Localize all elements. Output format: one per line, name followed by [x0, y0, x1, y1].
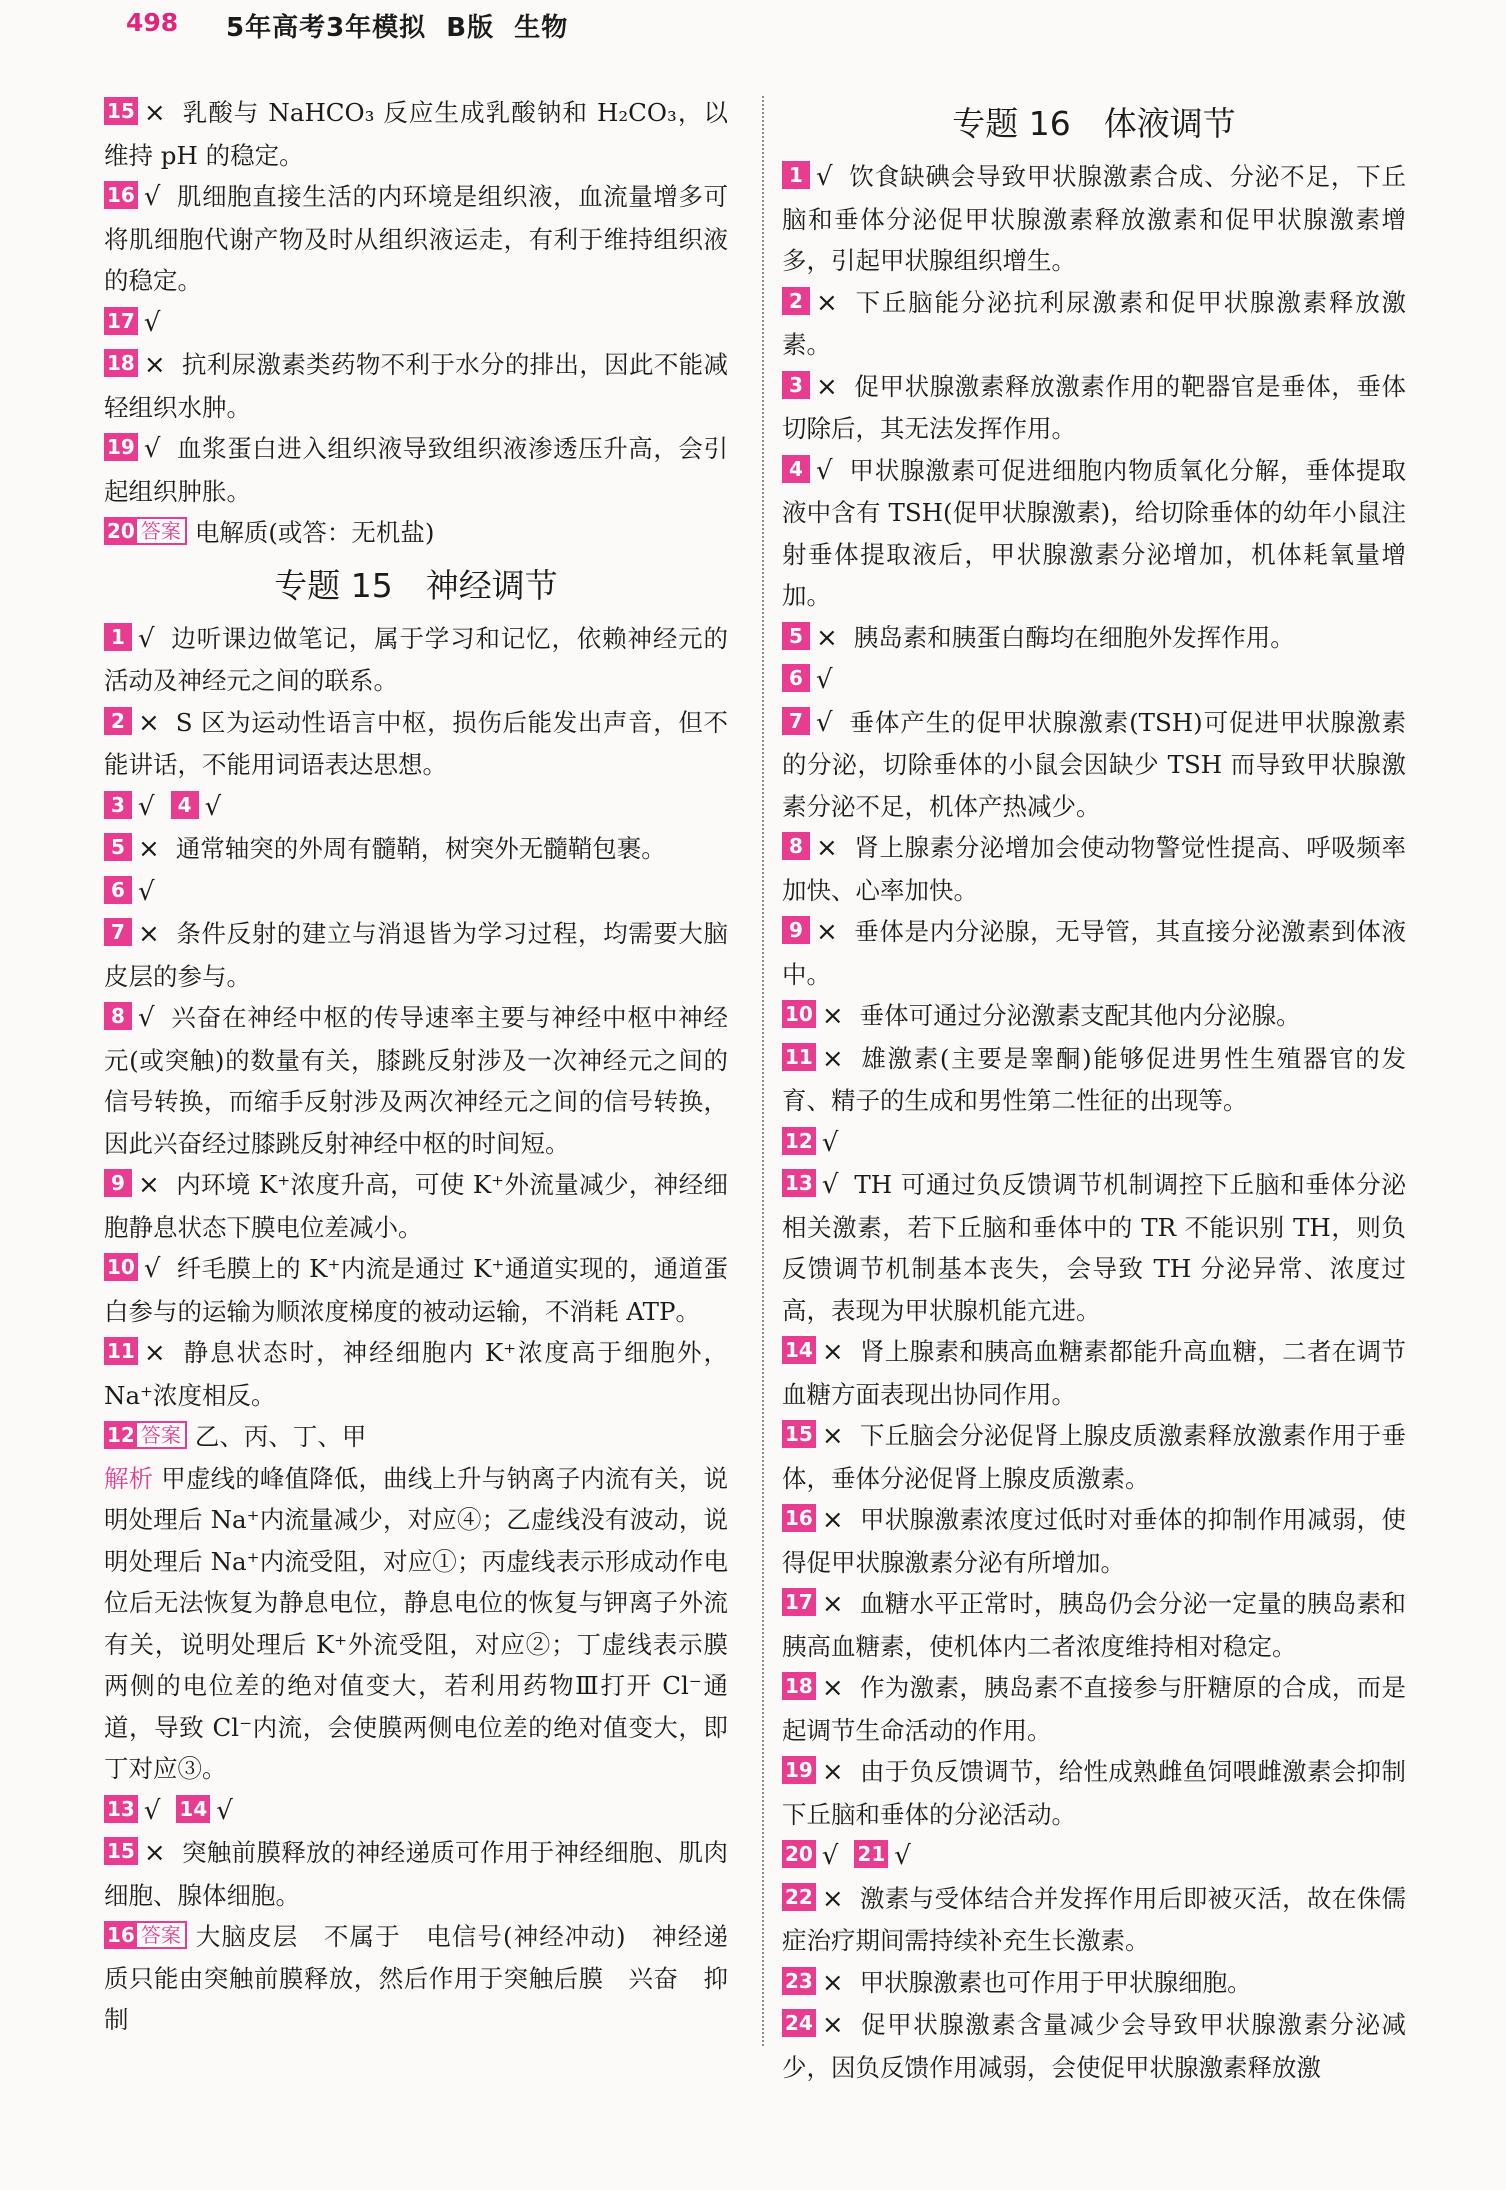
answer-mark: ×	[143, 98, 166, 128]
answer-item	[104, 428, 728, 512]
section-title: 专题 16 体液调节	[952, 104, 1236, 143]
item-number: 8	[104, 1002, 132, 1030]
item-number: 1	[782, 161, 810, 189]
item-number: 21	[854, 1840, 888, 1868]
item-number: 8	[782, 832, 810, 860]
item-number: 9	[782, 916, 810, 944]
explanation: 电解质(或答：无机盐)	[194, 518, 435, 547]
answer-mark: ×	[821, 1001, 844, 1031]
answer-item	[104, 176, 728, 302]
page-header	[0, 0, 1506, 56]
item-number: 20	[782, 1840, 816, 1868]
answer-item	[104, 1248, 728, 1332]
explanation: 甲状腺激素浓度过低时对垂体的抑制作用减弱，使得促甲状腺激素分泌有所增加。	[782, 1505, 1406, 1577]
answer-item	[782, 1878, 1406, 1962]
answer-item	[782, 450, 1406, 617]
item-number: 11	[104, 1337, 138, 1365]
explanation: 激素与受体结合并发挥作用后即被灭活，故在侏儒症治疗期间需持续补充生长激素。	[782, 1883, 1406, 1955]
answer-item	[104, 1332, 728, 1416]
explanation: 垂体是内分泌腺，无导管，其直接分泌激素到体液中。	[782, 917, 1406, 989]
answer-mark: ×	[821, 2010, 844, 2040]
answer-item	[782, 617, 1406, 660]
answer-mark: ×	[821, 1967, 844, 1998]
explanation: 甲状腺激素也可作用于甲状腺细胞。	[859, 1967, 1252, 1997]
item-number: 3	[782, 371, 810, 399]
explanation: 纤毛膜上的 K⁺内流是通过 K⁺通道实现的，通道蛋白参与的运输为顺浓度梯度的被动运输，不消耗 ATP。	[104, 1254, 728, 1326]
answer-mark: √	[143, 182, 161, 212]
answer-item	[782, 1835, 1406, 1878]
explanation: 乳酸与 NaHCO₃ 反应生成乳酸钠和 H₂CO₃，以维持 pH 的稳定。	[104, 98, 728, 170]
item-number: 5	[104, 833, 132, 861]
item-number: 15	[104, 97, 138, 125]
answer-mark: √	[816, 162, 833, 192]
explanation: 边听课边做笔记，属于学习和记忆，依赖神经元的活动及神经元之间的联系。	[104, 623, 728, 695]
answer-tag: 答案	[135, 1421, 187, 1449]
explanation: 内环境 K⁺浓度升高，可使 K⁺外流量减少，神经细胞静息状态下膜电位差减小。	[104, 1170, 728, 1242]
answer-mark: ×	[821, 1043, 844, 1074]
answer-mark: √	[143, 307, 161, 338]
right-column	[782, 92, 1406, 2088]
answer-mark: ×	[816, 287, 838, 318]
item-number: 24	[782, 2009, 816, 2037]
item-number: 19	[104, 433, 138, 461]
answer-mark: ×	[138, 919, 160, 949]
answer-item	[104, 786, 728, 829]
answer-item	[782, 1122, 1406, 1165]
analysis	[104, 1458, 728, 1790]
left-column	[104, 92, 728, 2041]
item-number: 14	[782, 1336, 816, 1364]
explanation: 胰岛素和胰蛋白酶均在细胞外发挥作用。	[853, 622, 1295, 652]
answer-item	[104, 1416, 728, 1458]
explanation: 静息状态时，神经细胞内 K⁺浓度高于细胞外，Na⁺浓度相反。	[104, 1338, 728, 1410]
answer-mark: ×	[821, 1757, 844, 1787]
item-number: 4	[782, 455, 810, 483]
answer-mark: √	[138, 1003, 155, 1033]
explanation: 由于负反馈调节，给性成熟雌鱼饲喂雌激素会抑制下丘脑和垂体的分泌活动。	[782, 1757, 1406, 1829]
answer-mark: √	[143, 1795, 161, 1826]
answer-mark: √	[204, 791, 222, 822]
answer-item	[104, 512, 728, 554]
item-number: 16	[104, 1921, 135, 1949]
explanation: 促甲状腺激素含量减少会导致甲状腺激素分泌减少，因负反馈作用减弱，会使促甲状腺激素释放激	[782, 2010, 1406, 2082]
answer-item	[782, 156, 1406, 282]
item-number: 16	[782, 1504, 816, 1532]
answer-mark: √	[138, 623, 155, 654]
item-number: 23	[782, 1967, 816, 1995]
explanation: 条件反射的建立与消退皆为学习过程，均需要大脑皮层的参与。	[104, 919, 728, 991]
explanation: 大脑皮层 不属于 电信号(神经冲动) 神经递质只能由突触前膜释放，然后作用于突触后膜 兴奋 抑制	[104, 1922, 728, 2034]
answer-mark: ×	[816, 917, 838, 947]
answer-item	[104, 1832, 728, 1916]
answer-item	[782, 1583, 1406, 1667]
answer-item	[104, 1164, 728, 1248]
explanation: 通常轴突的外周有髓鞘，树突外无髓鞘包裹。	[175, 834, 666, 863]
answer-mark: √	[816, 707, 833, 738]
item-number: 13	[782, 1169, 816, 1197]
answer-item	[782, 995, 1406, 1038]
answer-mark: ×	[138, 834, 160, 864]
answer-mark: √	[821, 1170, 839, 1200]
answer-mark: √	[816, 455, 833, 486]
explanation: 兴奋在神经中枢的传导速率主要与神经中枢中神经元(或突触)的数量有关，膝跳反射涉及一次神经元之间的信号转换，而缩手反射涉及两次神经元之间的信号转换，因此兴奋经过膝跳反射神经中枢的时间短。	[104, 1003, 728, 1158]
item-number: 10	[782, 1000, 816, 1028]
item-number: 1	[104, 623, 132, 651]
answer-item	[104, 344, 728, 428]
item-number: 7	[104, 918, 132, 946]
answer-item	[782, 2004, 1406, 2088]
item-number: 5	[782, 622, 810, 650]
item-number: 12	[782, 1127, 816, 1155]
explanation: 血浆蛋白进入组织液导致组织液渗透压升高，会引起组织肿胀。	[104, 434, 728, 506]
explanation: 甲状腺激素可促进细胞内物质氧化分解，垂体提取液中含有 TSH(促甲状腺激素)，给切除垂体的幼年小鼠注射垂体提取液后，甲状腺激素分泌增加，机体耗氧量增加。	[782, 455, 1406, 610]
item-number: 9	[104, 1169, 132, 1197]
answer-mark: √	[143, 434, 161, 464]
item-number: 12	[104, 1421, 135, 1449]
answer-item	[104, 302, 728, 345]
explanation: TH 可通过负反馈调节机制调控下丘脑和垂体分泌相关激素，若下丘脑和垂体中的 TR 不能识别 TH，则负反馈调节机制基本丧失，会导致 TH 分泌异常、浓度过高，表现为甲状腺机能亢进。	[782, 1170, 1406, 1325]
answer-item	[782, 1667, 1406, 1751]
explanation: 作为激素，胰岛素不直接参与肝糖原的合成，而是起调节生命活动的作用。	[782, 1673, 1406, 1745]
answer-mark: √	[138, 876, 155, 907]
answer-item	[782, 1751, 1406, 1835]
explanation: 血糖水平正常时，胰岛仍会分泌一定量的胰岛素和胰高血糖素，使机体内二者浓度维持相对稳定。	[782, 1589, 1406, 1661]
item-number: 20	[104, 517, 135, 545]
page-number: 498	[126, 8, 179, 37]
explanation: 肾上腺素和胰高血糖素都能升高血糖，二者在调节血糖方面表现出协同作用。	[782, 1337, 1406, 1409]
item-number: 15	[782, 1420, 816, 1448]
answer-item	[104, 1916, 728, 2041]
explanation: 垂体产生的促甲状腺激素(TSH)可促进甲状腺激素的分泌，切除垂体的小鼠会因缺少 TSH 而导致甲状腺激素分泌不足，机体产热减少。	[782, 707, 1406, 821]
column-divider	[762, 96, 764, 2046]
item-number: 14	[176, 1795, 210, 1823]
answer-item	[782, 1038, 1406, 1122]
explanation: 促甲状腺激素释放激素作用的靶器官是垂体，垂体切除后，其无法发挥作用。	[782, 371, 1406, 443]
answer-item	[104, 618, 728, 702]
answer-mark: ×	[816, 833, 838, 863]
item-number: 17	[782, 1588, 816, 1616]
answer-mark: √	[821, 1841, 839, 1871]
answer-mark: √	[821, 1127, 839, 1158]
answer-mark: ×	[143, 1838, 166, 1868]
item-number: 11	[782, 1043, 816, 1071]
book-title: 5年高考3年模拟 B版 生物	[226, 13, 569, 43]
analysis-label: 解析	[104, 1463, 154, 1493]
item-number: 19	[782, 1756, 816, 1784]
answer-item	[104, 997, 728, 1164]
explanation: 突触前膜释放的神经递质可作用于神经细胞、肌肉细胞、腺体细胞。	[104, 1838, 728, 1910]
answer-mark: ×	[138, 707, 160, 738]
item-number: 17	[104, 307, 138, 335]
item-number: 18	[782, 1672, 816, 1700]
answer-item	[104, 1790, 728, 1833]
explanation: 肾上腺素分泌增加会使动物警觉性提高、呼吸频率加快、心率加快。	[782, 833, 1406, 905]
answer-mark: √	[816, 665, 833, 695]
answer-item	[104, 92, 728, 176]
answer-mark: ×	[143, 350, 166, 380]
explanation: S 区为运动性语言中枢，损伤后能发出声音，但不能讲话，不能用词语表达思想。	[104, 707, 728, 779]
answer-item	[782, 827, 1406, 911]
answer-mark: ×	[816, 371, 838, 402]
explanation: 垂体可通过分泌激素支配其他内分泌腺。	[859, 1001, 1301, 1030]
answer-item	[782, 659, 1406, 702]
answer-mark: ×	[821, 1337, 844, 1367]
answer-mark: √	[138, 791, 155, 822]
item-number: 6	[104, 876, 132, 904]
item-number: 22	[782, 1883, 816, 1911]
explanation: 乙、丙、丁、甲	[194, 1422, 367, 1451]
analysis-text: 甲虚线的峰值降低，曲线上升与钠离子内流有关，说明处理后 Na⁺内流量减少，对应④；乙虚线没有波动，说明处理后 Na⁺内流受阻，对应①；丙虚线表示形成动作电位后无法恢复为静息电位，静息电位的恢复与钾离子外流有关，说明处理后 K⁺外流受阻，对应②；丁虚线表示膜两侧的电位差的绝对值变大，若利用药物Ⅲ打开 Cl⁻通道，导致 Cl⁻内流，会使膜两侧电位差的绝对值变大，即丁对应③。	[104, 1463, 729, 1783]
answer-item	[782, 702, 1406, 828]
explanation: 饮食缺碘会导致甲状腺激素合成、分泌不足，下丘脑和垂体分泌促甲状腺激素释放激素和促甲状腺激素增多，引起甲状腺组织增生。	[782, 162, 1406, 275]
answer-item	[782, 1331, 1406, 1415]
answer-item	[104, 871, 728, 914]
answer-item	[782, 1962, 1406, 2005]
answer-mark: ×	[138, 1170, 160, 1200]
explanation: 抗利尿激素类药物不利于水分的排出，因此不能减轻组织水肿。	[104, 350, 728, 422]
answer-mark: ×	[821, 1421, 844, 1451]
section-title: 专题 15 神经调节	[274, 565, 558, 605]
explanation: 下丘脑会分泌促肾上腺皮质激素释放激素作用于垂体，垂体分泌促肾上腺皮质激素。	[782, 1421, 1406, 1493]
answer-tag: 答案	[135, 1921, 187, 1949]
answer-item	[782, 282, 1406, 366]
answer-item	[782, 1415, 1406, 1499]
explanation: 肌细胞直接生活的内环境是组织液，血流量增多可将肌细胞代谢产物及时从组织液运走，有利于维持组织液的稳定。	[104, 182, 728, 295]
answer-mark: √	[894, 1841, 911, 1871]
item-number: 6	[782, 664, 810, 692]
item-number: 16	[104, 181, 138, 209]
answer-item	[782, 1499, 1406, 1583]
answer-item	[104, 913, 728, 997]
explanation: 雄激素(主要是睾酮)能够促进男性生殖器官的发育、精子的生成和男性第二性征的出现等。	[782, 1043, 1406, 1115]
answer-mark: √	[143, 1254, 161, 1284]
answer-item	[104, 702, 728, 786]
answer-mark: ×	[821, 1505, 844, 1535]
answer-mark: ×	[821, 1883, 844, 1914]
item-number: 2	[104, 707, 132, 735]
item-number: 7	[782, 707, 810, 735]
explanation: 下丘脑能分泌抗利尿激素和促甲状腺激素释放激素。	[782, 287, 1406, 359]
answer-tag: 答案	[135, 517, 187, 545]
answer-item	[782, 911, 1406, 995]
item-number: 13	[104, 1795, 138, 1823]
answer-item	[782, 366, 1406, 450]
answer-item	[104, 828, 728, 871]
item-number: 10	[104, 1253, 138, 1281]
item-number: 18	[104, 349, 138, 377]
item-number: 2	[782, 287, 810, 315]
answer-mark: ×	[143, 1338, 166, 1368]
answer-mark: √	[216, 1795, 233, 1826]
answer-mark: ×	[821, 1589, 844, 1619]
item-number: 3	[104, 791, 132, 819]
item-number: 15	[104, 1837, 138, 1865]
item-number: 4	[171, 791, 199, 819]
answer-item	[782, 1164, 1406, 1331]
answer-mark: ×	[816, 622, 838, 653]
answer-mark: ×	[821, 1673, 844, 1703]
